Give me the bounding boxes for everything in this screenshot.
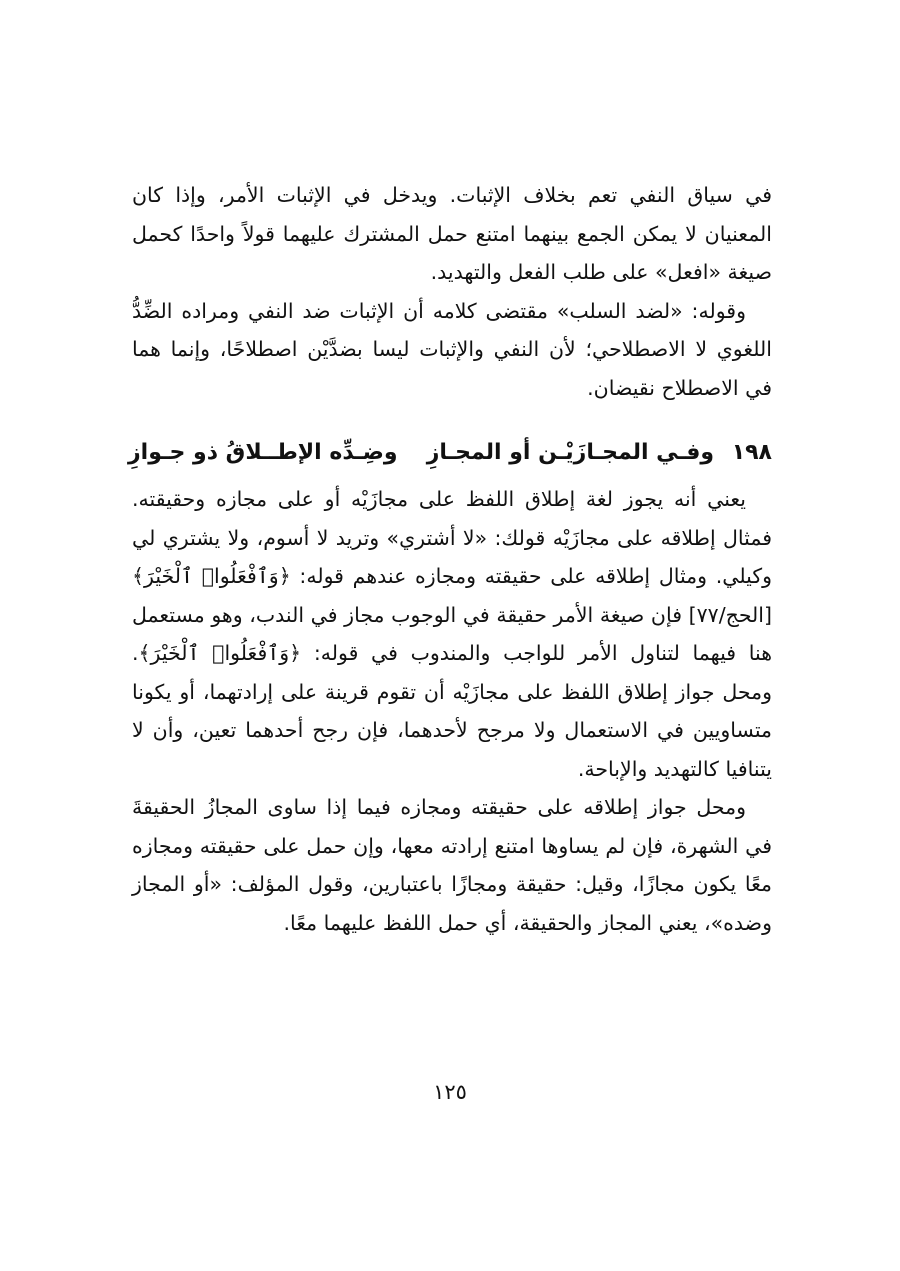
paragraph-4: ومحل جواز إطلاقه على حقيقته ومجازه فيما إذا ساوى المجازُ الحقيقةَ في الشهرة، فإن لم يساوها امتنع إرادته معها، وإن حمل على حقيقته ومجازه معًا يكون مجازًا، وقيل: حقيقة ومجازًا باعتبارين، وقول المؤلف: «أو المجاز وضده»، يعني المجاز والحقيقة، أي حمل اللفظ عليهما معًا. <box>132 795 772 935</box>
paragraph-3: يعني أنه يجوز لغة إطلاق اللفظ على مجازَيْه أو على مجازه وحقيقته. فمثال إطلاقه على مجازَيْه قولك: «لا أشتري» وتريد لا أسوم، ولا يشتري لي وكيلي. ومثال إطلاقه على حقيقته ومجازه عندهم قوله: ﴿وَٱفْعَلُوا۟ ٱلْخَيْرَ﴾ [الحج/٧٧] فإن صيغة الأمر حقيقة في الوجوب مجاز في الندب، وهو مستعمل هنا فيهما لتناول الأمر للواجب والمندوب في قوله: ﴿وَٱفْعَلُوا۟ ٱلْخَيْرَ﴾. ومحل جواز إطلاق اللفظ على مجازَيْه أن تقوم قرينة على إرادتهما، أو يكونا متساويين في الاستعمال ولا مرجح لأحدهما، فإن رجح أحدهما تعين، وأن لا يتنافيا كالتهديد والإباحة. <box>132 487 772 781</box>
text-block-top <box>132 176 772 407</box>
verse-heading <box>128 433 772 473</box>
paragraph-2: وقوله: «لضد السلب» مقتضى كلامه أن الإثبات ضد النفي ومراده الضِّدُّ اللغوي لا الاصطلاحي؛ لأن النفي والإثبات ليسا بضدَّيْن اصطلاحًا، وإنما هما في الاصطلاح نقيضان. <box>132 298 772 400</box>
text-block-bottom <box>132 480 772 942</box>
verse-second-hemistich: وضِـدِّه الإطــلاقُ ذو جـوازِ <box>128 440 398 465</box>
paragraph-1: في سياق النفي تعم بخلاف الإثبات. ويدخل في الإثبات الأمر، وإذا كان المعنيان لا يمكن الجمع بينهما امتنع حمل المشترك عليهما قولاً واحدًا كحمل صيغة «افعل» على طلب الفعل والتهديد. <box>132 183 772 284</box>
verse-first-hemistich: وفـي المجـازَيْـن أو المجـازِ <box>426 440 715 465</box>
page-number: ١٢٥ <box>433 1080 467 1104</box>
verse-number: ١٩٨ <box>731 440 772 465</box>
